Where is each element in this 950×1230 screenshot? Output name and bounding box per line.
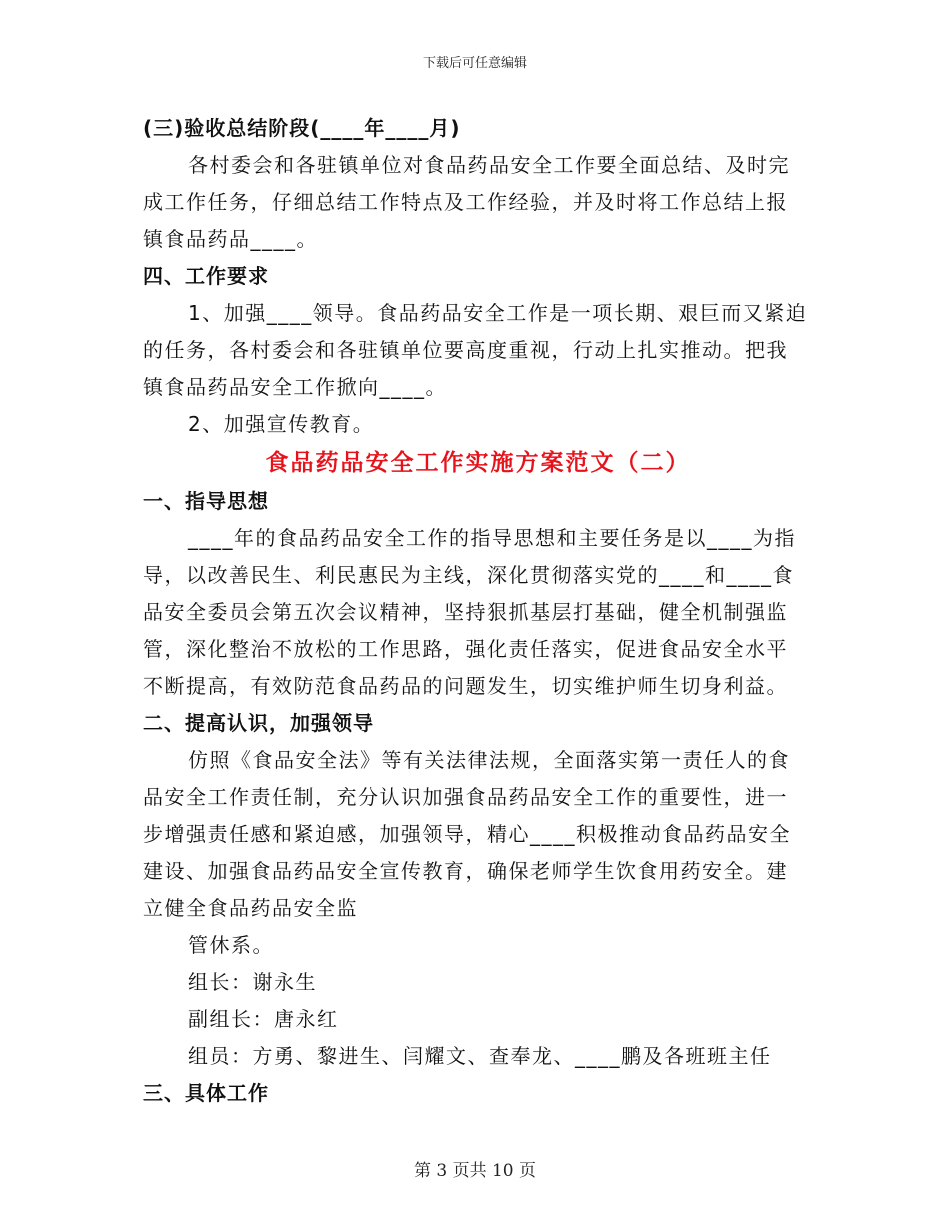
page-footer-number: 第 3 页共 10 页 [413,1161,537,1181]
section-heading: 四、工作要求 [143,264,269,288]
section-heading: 三、具体工作 [143,1081,269,1105]
paragraph-line: 导，以改善民生、利民惠民为主线，深化贯彻落实党的____和____食 [143,563,794,587]
paragraph-line: 建设、加强食品药品安全宣传教育，确保老师学生饮食用药安全。建 [143,859,788,883]
paragraph-line: 镇食品药品安全工作掀向____。 [143,375,447,399]
paragraph-line: 仿照《食品安全法》等有关法律法规，全面落实第一责任人的食 [188,748,790,772]
paragraph-line: 不断提高，有效防范食品药品的问题发生，切实维护师生切身利益。 [143,674,788,698]
paragraph-line: 的任务，各村委会和各驻镇单位要高度重视，行动上扎实推动。把我 [143,338,788,362]
paragraph-line: 2、加强宣传教育。 [188,412,375,436]
paragraph-line: ____年的食品药品安全工作的指导思想和主要任务是以____为指 [188,526,796,550]
paragraph-line: 成工作任务，仔细总结工作特点及工作经验，并及时将工作总结上报 [143,190,788,214]
paragraph-line: 管，深化整治不放松的工作思路，强化责任落实，促进食品安全水平 [143,637,788,661]
paragraph-line: 品安全工作责任制，充分认识加强食品药品安全工作的重要性，进一 [143,785,788,809]
section-heading: (三)验收总结阶段(____年____月) [143,116,461,140]
paragraph-line: 品安全委员会第五次会议精神，坚持狠抓基层打基础，健全机制强监 [143,600,788,624]
paragraph-line: 副组长：唐永红 [188,1007,339,1031]
paragraph-line: 管休系。 [188,933,274,957]
section-heading: 一、指导思想 [143,489,269,513]
paragraph-line: 各村委会和各驻镇单位对食品药品安全工作要全面总结、及时完 [188,153,790,177]
document-body [143,110,813,1112]
document-title: 食品药品安全工作实施方案范文（二） [265,450,691,476]
section-heading: 二、提高认识，加强领导 [143,711,374,735]
paragraph-line: 1、加强____领导。食品药品安全工作是一项长期、艰巨而又紧迫 [188,301,808,325]
paragraph-line: 立健全食品药品安全监 [143,896,358,920]
page-header-note: 下载后可任意编辑 [422,56,527,71]
paragraph-line: 组员：方勇、黎进生、闫耀文、查奉龙、____鹏及各班班主任 [188,1044,772,1068]
paragraph-line: 步增强责任感和紧迫感，加强领导，精心____积极推动食品药品安全 [143,822,791,846]
paragraph-line: 组长：谢永生 [188,970,317,994]
paragraph-line: 镇食品药品____。 [143,227,318,251]
